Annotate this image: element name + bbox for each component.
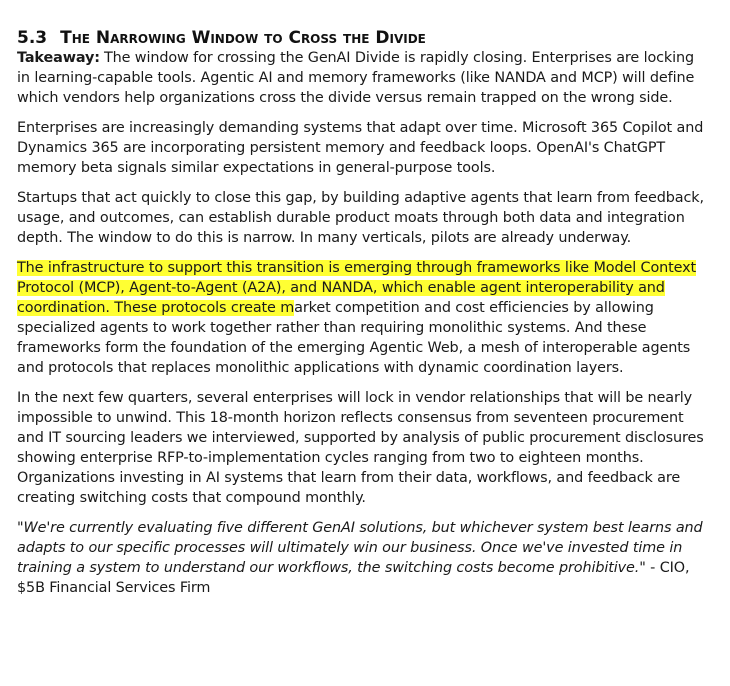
section-heading [17, 27, 710, 49]
highlighted-text: The infrastructure to support this transition is emerging through frameworks like Model Context Protocol (MCP), Agent-to-Agent (A2A), and NANDA, which enable agent interoperability and coordination. These protocols create m [17, 260, 697, 316]
cio-quote [17, 518, 710, 598]
paragraph-vendor-lockin: In the next few quarters, several enterprises will lock in vendor relationships that will be nearly impossible to unwind. This 18-month horizon reflects consensus from seventeen procurement and IT sourcing leaders we interviewed, supported by analysis of public procurement disclosures showing enterprise RFP-to-implementation cycles ranging from two to eighteen months. Organizations investing in AI systems that learn from their data, workflows, and feedback are creating switching costs that compound monthly. [17, 390, 704, 506]
quote-attribution: - CIO, $5B Financial Services Firm [17, 560, 690, 596]
paragraph-adaptive-systems: Enterprises are increasingly demanding systems that adapt over time. Microsoft 365 Copilot and Dynamics 365 are incorporating persistent memory and feedback loops. OpenAI's ChatGPT memory beta signals similar expectations in general-purpose tools. [17, 120, 704, 176]
paragraph-infrastructure [17, 258, 710, 378]
paragraph-startups: Startups that act quickly to close this gap, by building adaptive agents that learn from feedback, usage, and outcomes, can establish durable product moats through both data and integration depth. The window to do this is narrow. In many verticals, pilots are already underway. [17, 190, 704, 246]
takeaway-text: The window for crossing the GenAI Divide is rapidly closing. Enterprises are locking in learning-capable tools. Agentic AI and memory frameworks (like NANDA and MCP) will define which vendors help organizations cross the divide versus remain trapped on the wrong side. [17, 50, 695, 106]
section-number: 5.3 [17, 28, 48, 48]
takeaway-label: Takeaway: [17, 50, 100, 66]
quote-text: "We're currently evaluating five different GenAI solutions, but whichever system best learns and adapts to our specific processes will ultimately win our business. Once we've invested time in training a system to understand our workflows, the switching costs become prohibitive." [17, 520, 703, 576]
takeaway-paragraph [17, 48, 710, 108]
section-title: The Narrowing Window to Cross the Divide [60, 28, 426, 48]
paragraph-infrastructure-rest: arket competition and cost efficiencies by allowing specialized agents to work together rather than requiring monolithic systems. And these frameworks form the foundation of the emerging Agentic Web, a mesh of interoperable agents and protocols that replaces monolithic applications with dynamic coordination layers. [17, 300, 691, 376]
